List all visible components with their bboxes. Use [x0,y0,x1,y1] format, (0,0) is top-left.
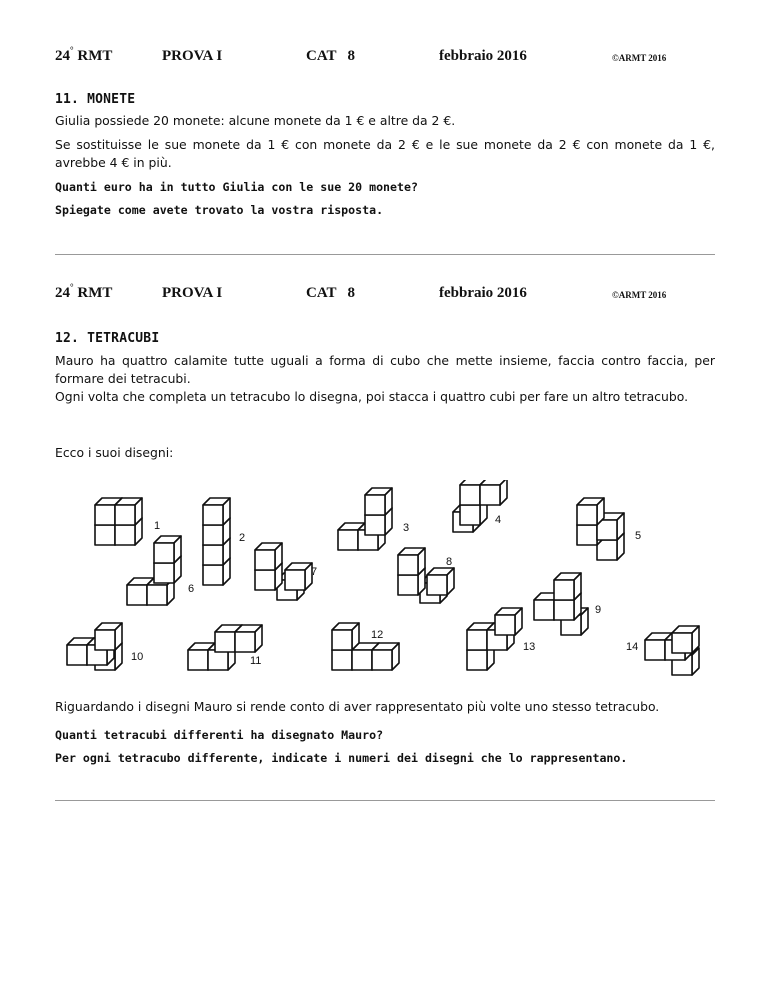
prova-label: PROVA I [162,285,223,301]
tetracube-drawings [55,480,715,680]
edition: 24° RMT [55,45,113,64]
cube-11-3 [235,625,262,652]
cube-7-2 [285,563,312,590]
cube-3-3 [365,488,392,515]
cube-8-3 [398,548,425,575]
header-2 [55,282,695,309]
drawing-label-12: 12 [371,629,384,641]
drawing-label-1: 1 [154,520,161,532]
cube-12-3 [332,623,359,650]
drawing-label-3: 3 [403,522,410,534]
cube-13-3 [495,608,522,635]
drawing-label-7: 7 [311,566,318,578]
copyright-label: ©ARMT 2016 [612,290,667,300]
problem-12-para1: Mauro ha quattro calamite tutte uguali a forma di cubo che mette insieme, faccia contro faccia, per formare dei tetracubi. [55,353,715,386]
cube-4-3 [480,480,507,505]
cube-1-3 [115,498,142,525]
problem-11-line1: Giulia possiede 20 monete: alcune monete da 1 € e altre da 2 €. [55,113,456,128]
divider-1 [55,254,715,255]
cube-2-3 [203,498,230,525]
copyright-label: ©ARMT 2016 [612,53,667,63]
drawing-label-11: 11 [250,655,262,667]
cube-10-3 [95,623,122,650]
problem-12-title: 12. TETRACUBI [55,331,160,346]
problem-12-intro: Ecco i suoi disegni: [55,445,174,460]
divider-2 [55,800,715,801]
date-label: febbraio 2016 [439,285,527,301]
problem-11-title: 11. MONETE [55,92,136,107]
drawing-label-2: 2 [239,532,246,544]
drawing-label-14: 14 [626,641,639,653]
drawing-label-5: 5 [635,530,642,542]
category-label: CAT 8 [306,285,356,301]
drawing-label-13: 13 [523,641,536,653]
cube-5-3 [577,498,604,525]
drawing-label-6: 6 [188,583,195,595]
problem-12-observation: Riguardando i disegni Mauro si rende conto di aver rappresentato più volte uno stesso tetracubo. [55,699,660,714]
edition: 24° RMT [55,282,113,301]
prova-label: PROVA I [162,48,223,64]
problem-11-line2: Se sostituisse le sue monete da 1 € con monete da 2 € e le sue monete da 2 € con monete da 1 €, avrebbe 4 € in più. [55,137,715,170]
drawing-label-8: 8 [446,556,453,568]
problem-12-para2: Ogni volta che completa un tetracubo lo disegna, poi stacca i quattro cubi per fare un altro tetracubo. [55,389,689,404]
date-label: febbraio 2016 [439,48,527,64]
problem-11-question: Quanti euro ha in tutto Giulia con le sue 20 monete? [55,180,418,194]
drawing-label-10: 10 [131,651,144,663]
cube-6-3 [154,536,181,563]
cube-drawings [67,480,699,675]
header-1 [55,45,695,72]
problem-12-question: Quanti tetracubi differenti ha disegnato Mauro? [55,728,384,742]
cube-8-2 [427,568,454,595]
cube-9-3 [554,573,581,600]
cube-12-2 [372,643,399,670]
cube-14-3 [672,626,699,653]
drawing-label-4: 4 [495,514,502,526]
category-label: CAT 8 [306,48,356,64]
cube-7-3 [255,543,282,570]
problem-12-task: Per ogni tetracubo differente, indicate i numeri dei disegni che lo rappresentano. [55,751,628,765]
problem-11-explain: Spiegate come avete trovato la vostra risposta. [55,203,384,217]
drawing-label-9: 9 [595,604,602,616]
